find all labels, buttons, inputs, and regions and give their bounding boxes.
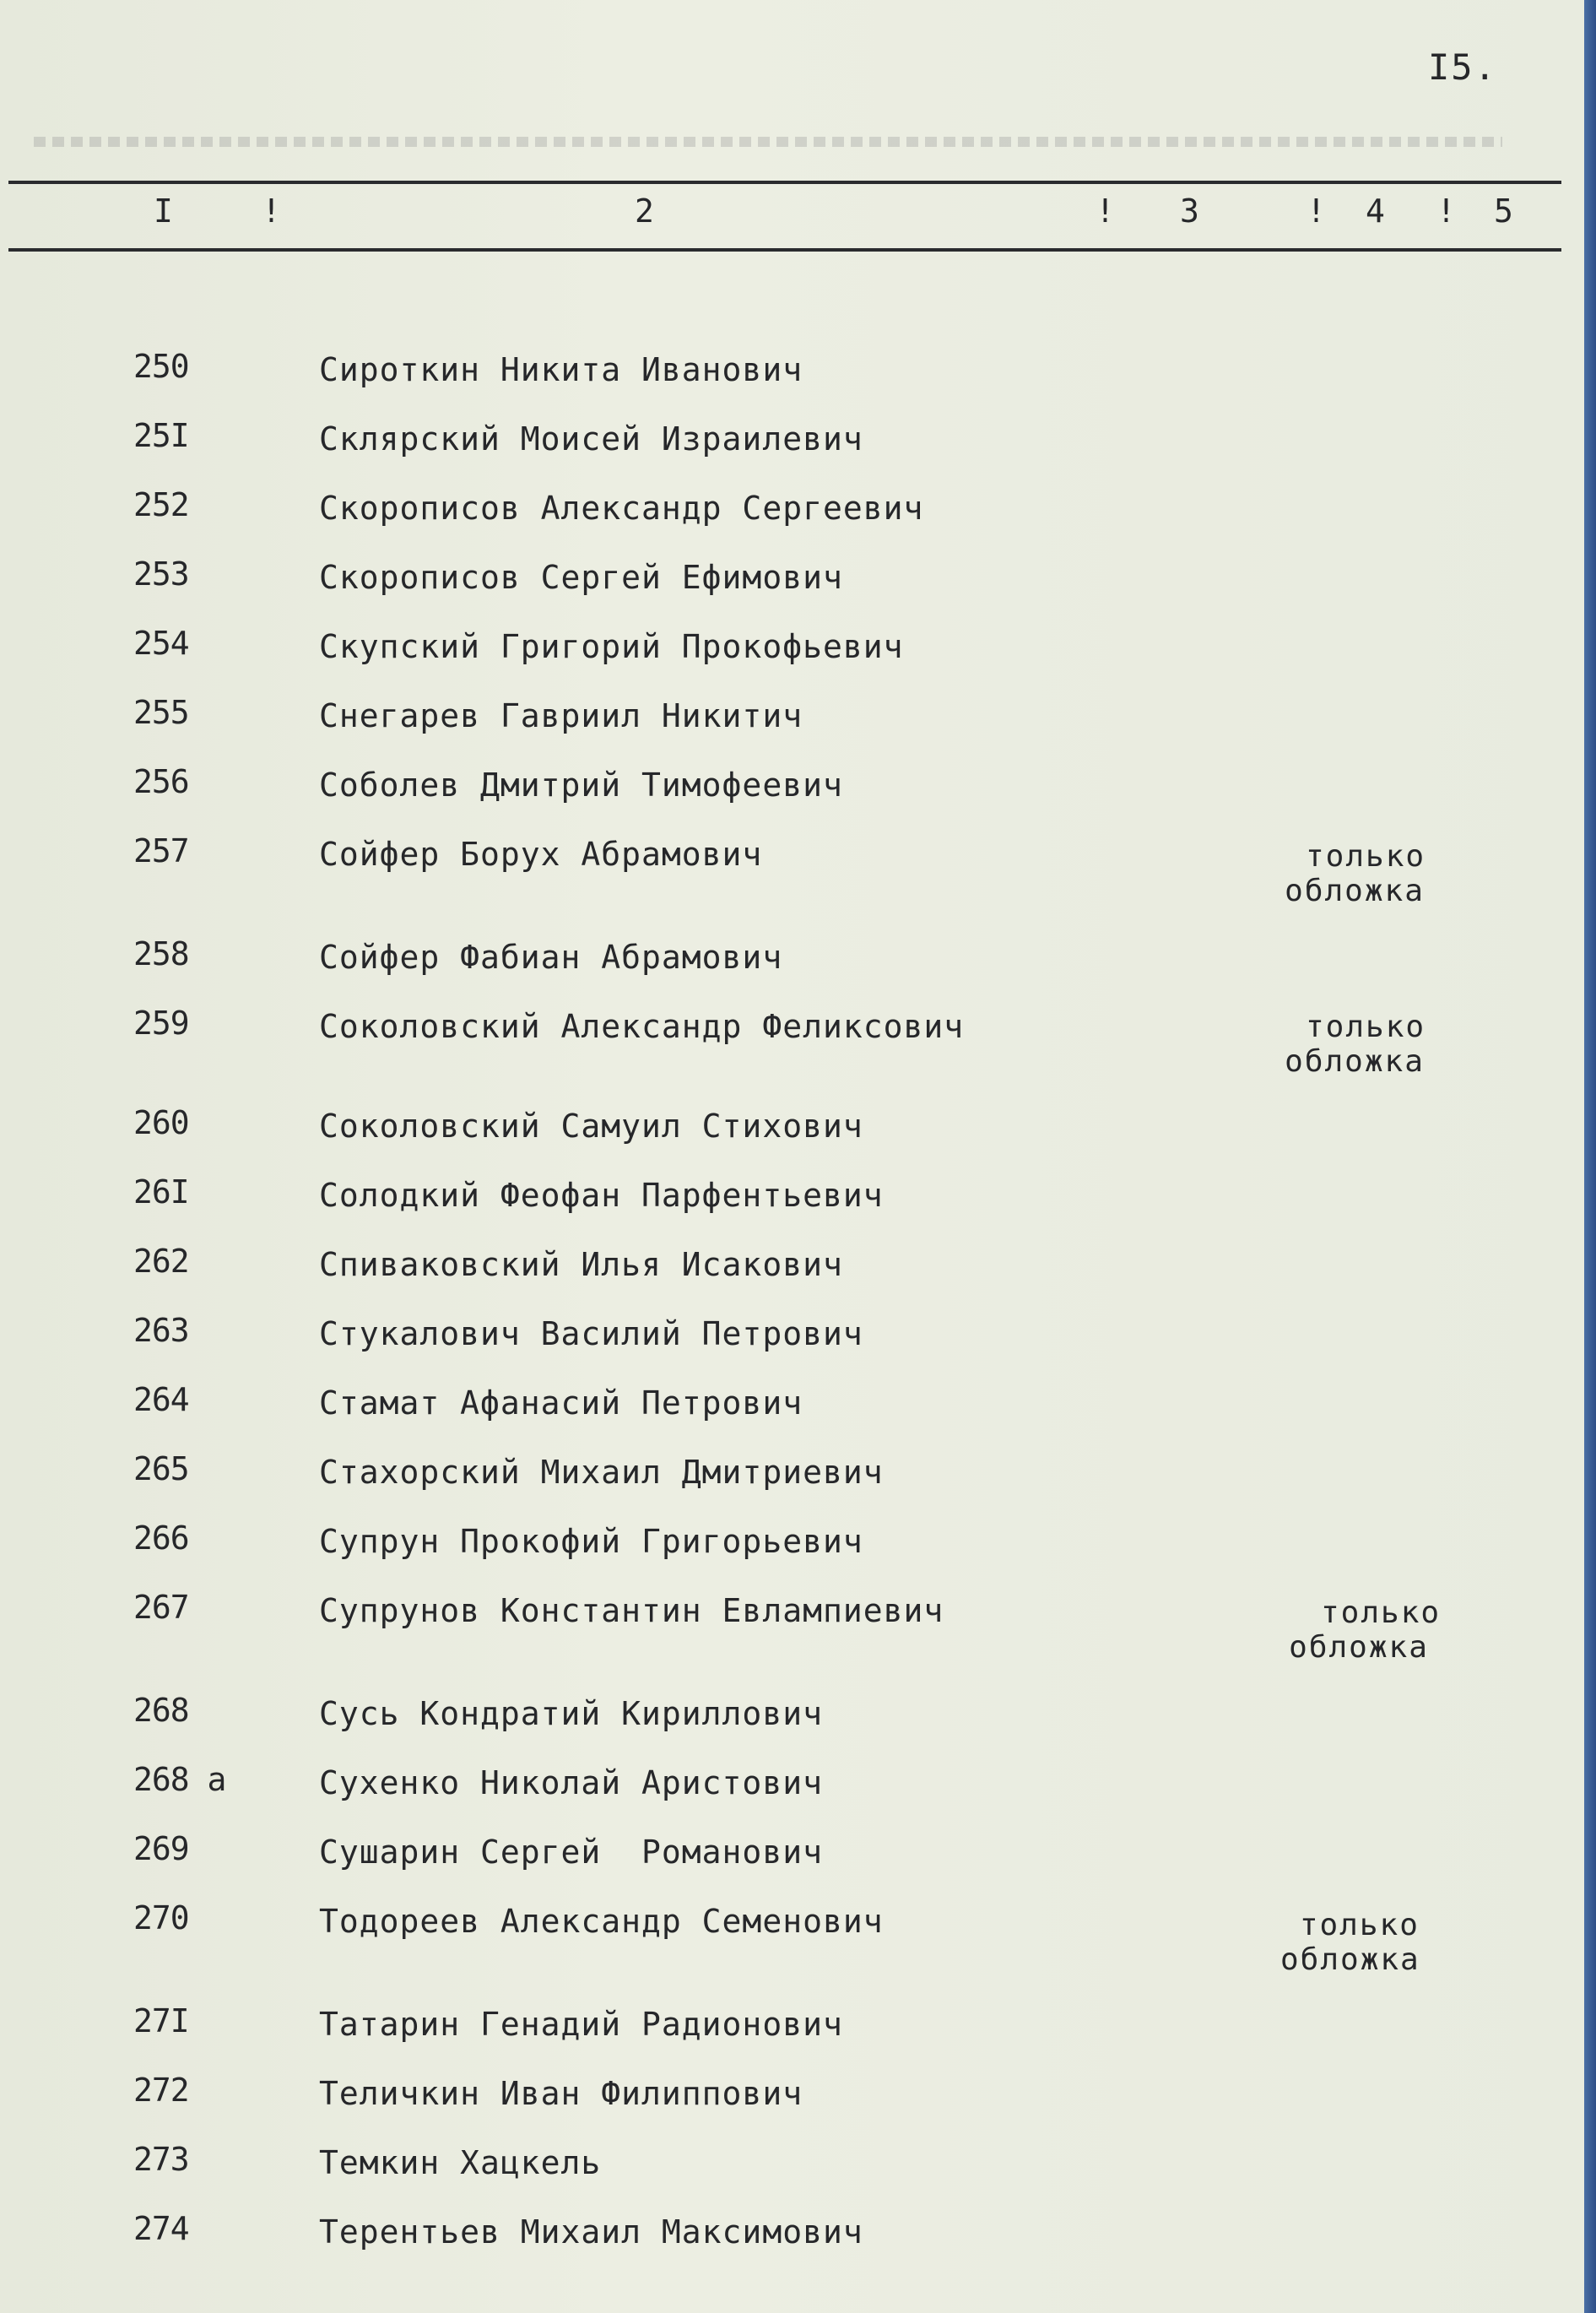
entry-name: Тодореев Александр Семенович [319, 1903, 884, 1940]
entry-number: 255 [133, 694, 189, 731]
entry-number: 258 [133, 935, 189, 972]
column-header-4: 4 [1366, 192, 1385, 230]
entry-name: Темкин Хацкель [319, 2144, 602, 2181]
entry-name: Склярский Моисей Израилевич [319, 420, 863, 458]
entry-number: 267 [133, 1589, 189, 1626]
note-line: только [1299, 1908, 1420, 1942]
entry-name: Скупский Григорий Прокофьевич [319, 628, 904, 665]
column-separator: ! [1436, 192, 1456, 230]
entry-name: Скорописов Сергей Ефимович [319, 559, 843, 596]
entry-number: 250 [133, 348, 189, 385]
entry-number: 27I [133, 2002, 189, 2039]
entry-name: Супрунов Константин Евлампиевич [319, 1592, 944, 1629]
entry-note [1270, 1908, 1420, 1977]
note-line: только [1321, 1595, 1442, 1630]
entry-note [1270, 839, 1426, 908]
entry-name: Стукалович Василий Петрович [319, 1315, 863, 1352]
entry-number: 266 [133, 1519, 189, 1557]
note-line: только [1306, 839, 1426, 874]
entry-number: 269 [133, 1830, 189, 1867]
entry-number: 272 [133, 2072, 189, 2109]
entry-number: 268 а [133, 1761, 226, 1798]
note-line: обложка [1285, 1044, 1425, 1079]
entry-number: 274 [133, 2210, 189, 2247]
column-separator: ! [1307, 192, 1326, 230]
page-number: I5. [1428, 46, 1497, 88]
entry-number: 25I [133, 417, 189, 454]
entry-number: 263 [133, 1312, 189, 1349]
note-line: обложка [1280, 1942, 1420, 1977]
entry-name: Супрун Прокофий Григорьевич [319, 1523, 863, 1560]
entry-name: Соболев Дмитрий Тимофеевич [319, 766, 843, 804]
entry-name: Снегарев Гавриил Никитич [319, 697, 803, 734]
entry-name: Татарин Генадий Радионович [319, 2006, 843, 2043]
entry-number: 273 [133, 2141, 189, 2178]
entry-name: Сухенко Николай Аристович [319, 1764, 823, 1801]
entry-number: 253 [133, 555, 189, 593]
entry-name: Сушарин Сергей Романович [319, 1834, 823, 1871]
column-separator: ! [1096, 192, 1115, 230]
entry-number: 264 [133, 1381, 189, 1418]
entry-number: 252 [133, 486, 189, 523]
entry-number: 270 [133, 1899, 189, 1937]
entry-note [1270, 1010, 1426, 1079]
entry-name: Спиваковский Илья Исакович [319, 1246, 843, 1283]
entry-name: Стахорский Михаил Дмитриевич [319, 1454, 884, 1491]
entry-number: 26I [133, 1173, 189, 1211]
entry-number: 257 [133, 832, 189, 869]
entry-number: 260 [133, 1104, 189, 1141]
column-separator: ! [262, 192, 281, 230]
note-line: обложка [1289, 1630, 1429, 1665]
entry-name: Теличкин Иван Филиппович [319, 2075, 803, 2112]
entry-name: Сироткин Никита Иванович [319, 351, 803, 388]
entry-number: 262 [133, 1243, 189, 1280]
entry-number: 259 [133, 1005, 189, 1042]
entry-number: 254 [133, 625, 189, 662]
column-header-5: 5 [1494, 192, 1513, 230]
entry-number: 265 [133, 1450, 189, 1487]
column-header-3: 3 [1180, 192, 1199, 230]
entry-name: Соколовский Александр Феликсович [319, 1008, 965, 1045]
entry-name: Сойфер Борух Абрамович [319, 836, 763, 873]
entry-name: Соколовский Самуил Стихович [319, 1108, 863, 1145]
note-line: только [1306, 1010, 1426, 1044]
entry-name: Стамат Афанасий Петрович [319, 1384, 803, 1422]
entry-note [1270, 1595, 1441, 1665]
entry-name: Скорописов Александр Сергеевич [319, 490, 924, 527]
entry-name: Сойфер Фабиан Абрамович [319, 939, 783, 976]
note-line: обложка [1285, 874, 1425, 908]
entry-number: 268 [133, 1692, 189, 1729]
entry-name: Сусь Кондратий Кириллович [319, 1695, 823, 1732]
entry-name: Солодкий Феофан Парфентьевич [319, 1177, 884, 1214]
entry-number: 256 [133, 763, 189, 800]
column-header-2: 2 [635, 192, 654, 230]
column-header-1: I [154, 192, 173, 230]
entry-name: Терентьев Михаил Максимович [319, 2213, 863, 2251]
